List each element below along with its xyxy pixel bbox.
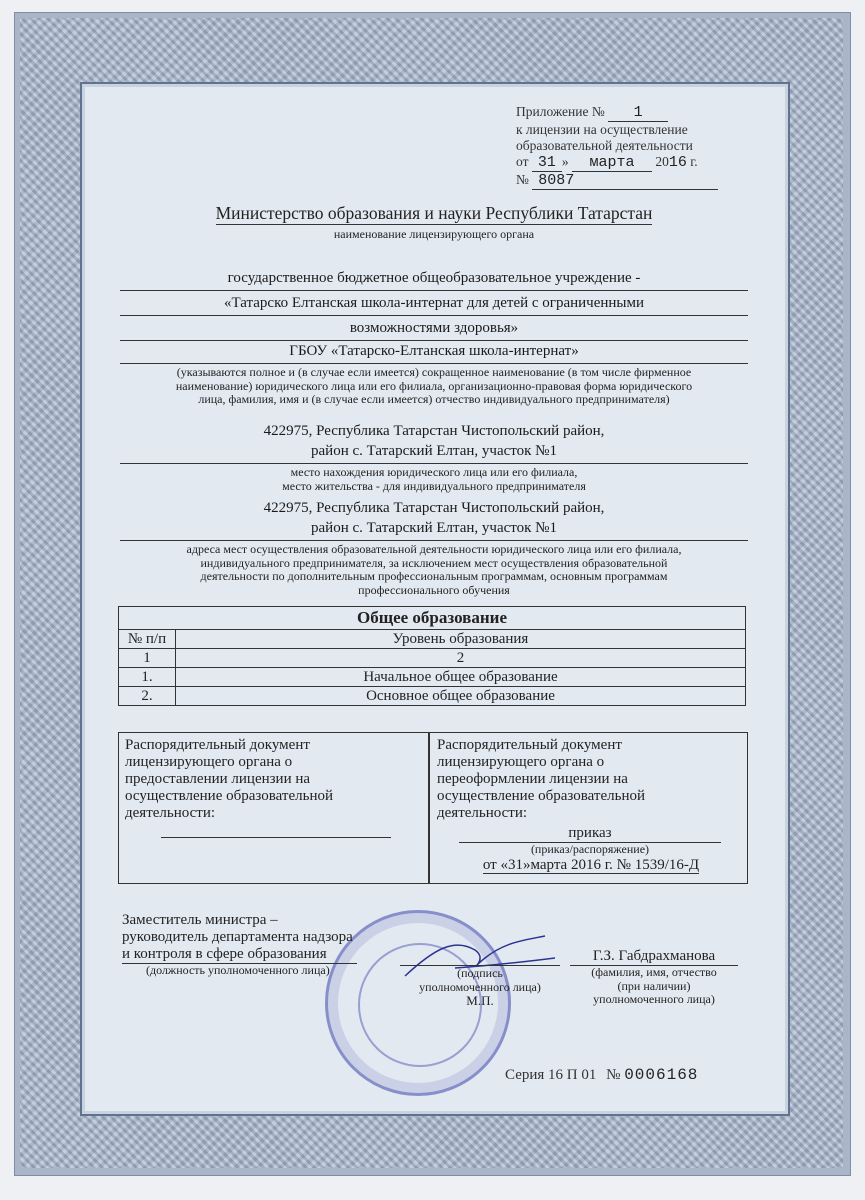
signatory-position (122, 912, 392, 978)
appendix-line3: образовательной деятельности (516, 138, 693, 153)
authority-name: Министерство образования и науки Республики Татарстан (215, 203, 653, 223)
appendix-date-prefix: от (516, 154, 529, 169)
signature-caption (400, 967, 560, 1008)
sign-caption-1: (подпись (457, 966, 503, 980)
org-line3: возможностями здоровья» (120, 320, 748, 341)
table-row (119, 649, 746, 668)
series-block (505, 1066, 698, 1084)
appendix-year: 16 (668, 154, 687, 171)
table-row (119, 687, 746, 706)
table-row (119, 668, 746, 687)
location-line1: 422975, Республика Татарстан Чистопольский район, (263, 423, 605, 439)
table-cell: 1 (119, 649, 176, 668)
doc-right-line2: лицензирующего органа о (437, 754, 605, 770)
table-title-row (119, 607, 746, 630)
doc-left-line4: осуществление образовательной (125, 788, 333, 804)
table-cell: 2. (119, 687, 176, 706)
doc-order-ref (451, 857, 731, 874)
table-header-level: Уровень образования (176, 630, 746, 649)
doc-left-line2: лицензирующего органа о (125, 754, 293, 770)
table-header-row (119, 630, 746, 649)
org-caption-3: лица, фамилия, имя и (в случае если имеется) отчество индивидуального предпринимателя) (198, 392, 670, 406)
series-num-label: № (606, 1067, 621, 1083)
table-header-num: № п/п (119, 630, 176, 649)
table-cell: 1. (119, 668, 176, 687)
appendix-quote: » (561, 154, 569, 169)
location-caption-1: место нахождения юридического лица или его филиала, (290, 465, 578, 479)
appendix-year-prefix: 20 (655, 154, 669, 169)
signatory-name: Г.З. Габдрахманова (570, 948, 738, 966)
doc-grant-box (118, 732, 430, 884)
series-label: Серия (505, 1067, 545, 1083)
doc-left-line1: Распорядительный документ (125, 737, 310, 753)
series-number: 0006168 (624, 1066, 699, 1084)
appendix-line2: к лицензии на осуществление (516, 122, 688, 137)
education-table (118, 606, 746, 706)
name-caption-2: (при наличии) (617, 978, 691, 993)
doc-right-line1: Распорядительный документ (437, 737, 622, 753)
table-cell: 2 (176, 649, 746, 668)
activity-line1: 422975, Республика Татарстан Чистопольский район, (263, 500, 605, 516)
stamp-label: М.П. (466, 993, 494, 1008)
doc-order-type: приказ (459, 825, 721, 843)
sign-caption-2: уполномоченного лица) (419, 979, 541, 994)
org-caption-1: (указываются полное и (в случае если имеется) сокращенное наименование (в том числе фирменное (176, 365, 692, 379)
position-line3: и контроля в сфере образования (122, 946, 357, 964)
authority-caption: наименование лицензирующего органа (333, 227, 535, 241)
organization-block (120, 270, 748, 407)
license-number: 8087 (532, 173, 718, 190)
activity-line2: район с. Татарский Елтан, участок №1 (120, 520, 748, 541)
doc-order-ref-text: от «31»марта 2016 г. № 1539/16-Д (482, 857, 700, 873)
position-caption: (должность уполномоченного лица) (146, 963, 330, 977)
activity-caption-1: адреса мест осуществления образовательной деятельности юридического лица или его филиала, (186, 542, 682, 556)
org-line1: государственное бюджетное общеобразовательное учреждение - (120, 270, 748, 291)
name-caption-3: уполномоченного лица) (593, 992, 715, 1006)
appendix-number: 1 (608, 105, 668, 122)
appendix-label: Приложение № (516, 104, 605, 119)
signatory-name-block (570, 948, 738, 1007)
appendix-year-label: г. (690, 154, 698, 169)
table-title: Общее образование (119, 607, 746, 630)
table-cell: Основное общее образование (176, 687, 746, 706)
appendix-header (516, 104, 736, 190)
name-caption-1: (фамилия, имя, отчество (591, 965, 717, 979)
table-cell: Начальное общее образование (176, 668, 746, 687)
doc-reissue-box (428, 732, 748, 884)
org-caption-2: наименование) юридического лица или его филиала, организационно-правовая форма юридического (175, 378, 693, 393)
doc-right-line4: осуществление образовательной (437, 788, 645, 804)
doc-left-line3: предоставлении лицензии на (125, 771, 311, 787)
position-line2: руководитель департамента надзора (122, 929, 353, 945)
authority-block (120, 203, 748, 242)
doc-left-line5: деятельности: (125, 805, 216, 821)
location-line2: район с. Татарский Елтан, участок №1 (120, 443, 748, 464)
location-caption-2: место жительства - для индивидуального предпринимателя (282, 478, 586, 493)
position-line1: Заместитель министра – (122, 912, 278, 928)
doc-left-blank-line (161, 837, 391, 838)
org-line2: «Татарско Елтанская школа-интернат для детей с ограниченными (120, 295, 748, 316)
appendix-month: марта (572, 155, 652, 172)
location-block (120, 423, 748, 493)
appendix-day: 31 (532, 155, 562, 172)
activity-caption-3: деятельности по дополнительным профессиональным программам, основным программам (200, 569, 668, 583)
activity-address-block (120, 500, 748, 597)
doc-right-line3: переоформлении лицензии на (437, 771, 628, 787)
org-short-name: ГБОУ «Татарско-Елтанская школа-интернат» (120, 343, 748, 364)
series-value: 16 П 01 (548, 1067, 597, 1083)
doc-order-caption: (приказ/распоряжение) (530, 842, 650, 856)
doc-right-line5: деятельности: (437, 805, 528, 821)
license-number-label: № (516, 172, 529, 187)
activity-caption-4: профессионального обучения (358, 582, 510, 597)
activity-caption-2: индивидуального предпринимателя, за исключением мест осуществления образовательной (200, 555, 668, 570)
